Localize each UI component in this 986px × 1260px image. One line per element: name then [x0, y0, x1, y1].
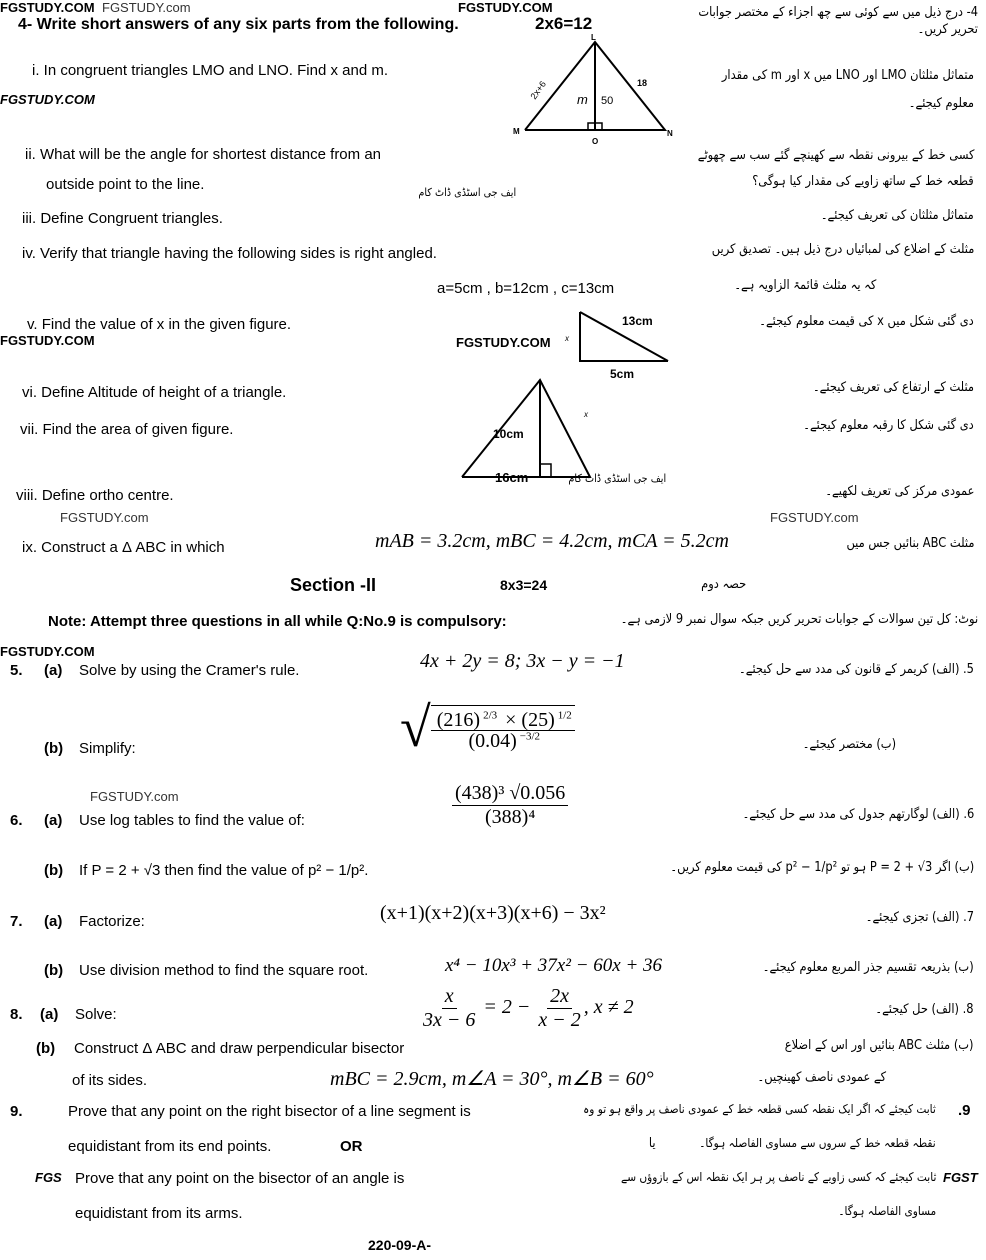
q9-text-cont: equidistant from its end points.: [68, 1138, 272, 1155]
part-v-urdu: دی گئی شکل میں x کی قیمت معلوم کیجئے۔: [759, 314, 974, 329]
denominator: x − 2: [538, 1009, 581, 1031]
section-title-urdu: حصہ دوم: [700, 577, 746, 592]
q7a-expression: (x+1)(x+2)(x+3)(x+6) − 3x²: [380, 902, 606, 924]
urdu-watermark: ایف جی اسٹڈی ڈاٹ کام: [568, 472, 666, 485]
q8a-text: Solve:: [75, 1006, 117, 1023]
part-iii: iii. Define Congruent triangles.: [22, 210, 223, 227]
watermark: FGSTUDY.COM: [456, 335, 551, 350]
q9-urdu: ثابت کیجئے کہ اگر ایک نقطہ کسی قطعہ خط کے عمودی ناصف پر واقع ہو تو وہ: [583, 1102, 936, 1116]
watermark: FGSTUDY.COM: [0, 644, 95, 659]
part-i: i. In congruent triangles LMO and LNO. Find x and m.: [32, 62, 389, 79]
q8a-equation: [420, 985, 634, 1032]
watermark: FGSTUDY.com: [102, 0, 191, 15]
q5b-text: Simplify:: [79, 740, 136, 757]
watermark: FGSTUDY.com: [770, 510, 859, 525]
watermark: FGS: [35, 1170, 62, 1185]
exp: 2/3: [483, 709, 498, 722]
part-ix-urdu: مثلث ABC بنائیں جس میں: [845, 536, 974, 551]
denominator: 3x − 6: [423, 1009, 476, 1031]
q5a-urdu: 5. (الف) کریمر کے قانون کی مدد سے حل کیجئے۔: [739, 662, 974, 677]
part-iv-urdu-cont: کہ یہ مثلث قائمۃ الزاویہ ہے۔: [734, 278, 876, 293]
q6b-text: If P = 2 + √3 then find the value of p² − 1/p².: [79, 862, 369, 879]
label-16cm: 16cm: [495, 470, 529, 485]
part-vi: vi. Define Altitude of height of a triangle.: [22, 384, 287, 401]
q6a-text: Use log tables to find the value of:: [79, 812, 305, 829]
q8b-text-cont: of its sides.: [72, 1072, 148, 1089]
q5b-label: (b): [44, 740, 64, 757]
q9-alt-urdu-cont: مساوی الفاصلہ ہوگا۔: [838, 1204, 936, 1218]
part-iii-urdu: متماثل مثلثان کی تعریف کیجئے۔: [821, 208, 974, 223]
q9-alt-urdu: ثابت کیجئے کہ کسی زاویے کے ناصف پر ہر ایک نقطہ اس کے بازوؤں سے: [620, 1170, 936, 1184]
q7b-label: (b): [44, 962, 64, 979]
equals: = 2 −: [483, 996, 531, 1019]
q5a-text: Solve by using the Cramer's rule.: [79, 662, 300, 679]
denominator: (388)⁴: [485, 806, 536, 828]
q8a-urdu: 8. (الف) حل کیجئے۔: [875, 1002, 974, 1017]
part-iv-values: a=5cm , b=12cm , c=13cm: [437, 280, 615, 297]
q5a-equation: 4x + 2y = 8; 3x − y = −1: [420, 650, 625, 672]
q7b-expression: x⁴ − 10x³ + 37x² − 60x + 36: [445, 955, 663, 976]
part-viii: viii. Define ortho centre.: [16, 487, 174, 504]
watermark: FGSTUDY.COM: [0, 0, 95, 15]
label-o: O: [592, 137, 599, 146]
q7a-label: (a): [44, 913, 63, 930]
q9-urdu-cont: نقطہ قطعہ خط کے سروں سے مساوی الفاصلہ ہوگا۔: [699, 1136, 936, 1150]
q5-number: 5.: [10, 662, 23, 679]
q5b-expression: [400, 697, 575, 759]
altitude-triangle-figure: [460, 375, 600, 485]
condition: , x ≠ 2: [583, 996, 634, 1019]
q5a-label: (a): [44, 662, 63, 679]
label-5cm: 5cm: [610, 367, 635, 381]
q7b-text: Use division method to find the square root.: [79, 962, 369, 979]
question-4-marks: 2x6=12: [535, 14, 593, 33]
q9-or: OR: [340, 1138, 363, 1155]
part-ii-urdu-cont: قطعہ خط کے ساتھ زاویے کی مقدار کیا ہوگی؟: [752, 174, 974, 189]
q8b-text: Construct Δ ABC and draw perpendicular bisector: [74, 1040, 405, 1057]
q6b-urdu: (ب) اگر P = 2 + √3 ہو تو p² − 1/p² کی قیمت معلوم کریں۔: [670, 860, 974, 875]
q9-text: Prove that any point on the right bisector of a line segment is: [68, 1103, 471, 1120]
section-note-urdu: نوٹ: کل تین سوالات کے جوابات تحریر کریں جبکہ سوال نمبر 9 لازمی ہے۔: [620, 612, 978, 627]
q8b-expression: mBC = 2.9cm, m∠A = 30°, m∠B = 60°: [330, 1068, 654, 1090]
q9-alt-text: Prove that any point on the bisector of an angle is: [75, 1170, 405, 1187]
q6a-expression: [452, 782, 568, 829]
q8a-label: (a): [40, 1006, 59, 1023]
watermark: FGSTUDY.COM: [0, 333, 95, 348]
label-13cm: 13cm: [622, 314, 653, 328]
part-iv-urdu: مثلث کے اضلاع کی لمبائیاں درج ذیل ہیں۔ تصدیق کریں: [711, 242, 974, 257]
section-title: Section -II: [290, 575, 377, 595]
exp: −3/2: [519, 730, 541, 743]
part-vi-urdu: مثلث کے ارتفاع کی تعریف کیجئے۔: [812, 380, 974, 395]
question-4-heading: 4- Write short answers of any six parts from the following.: [18, 16, 459, 33]
q6b-label: (b): [44, 862, 64, 879]
label-angle-left: m: [577, 92, 588, 107]
q7b-urdu: (ب) بذریعہ تقسیم جذر المربع معلوم کیجئے۔: [763, 960, 974, 975]
triangle-lmn-figure: [505, 30, 685, 150]
label-m: M: [513, 127, 520, 136]
part-viii-urdu: عمودی مرکز کی تعریف لکھیے۔: [824, 484, 974, 499]
q9-number-urdu: .9: [958, 1102, 971, 1119]
radical-sign-icon: √: [400, 697, 431, 759]
label-side-left: 2x+6: [528, 79, 548, 102]
base-25: × (25): [500, 709, 555, 731]
q6a-urdu: 6. (الف) لوگارتھم جدول کی مدد سے حل کیجئے۔: [742, 807, 974, 822]
urdu-watermark: ایف جی اسٹڈی ڈاٹ کام: [418, 186, 516, 199]
q6a-label: (a): [44, 812, 63, 829]
q8b-label: (b): [36, 1040, 56, 1057]
q7-number: 7.: [10, 913, 23, 930]
paper-code: 220-09-A-: [368, 1237, 432, 1253]
numerator: (438)³ √0.056: [452, 782, 568, 806]
question-4-heading-urdu: 4- درج ذیل میں سے کوئی سے چھ اجزاء کے مختصر جوابات تحریر کریں۔: [698, 5, 978, 37]
q8b-urdu: (ب) مثلث ABC بنائیں اور اس کے اضلاع: [785, 1038, 974, 1053]
label-side-right: 18: [637, 78, 648, 88]
part-iv: iv. Verify that triangle having the following sides is right angled.: [22, 245, 437, 262]
part-i-urdu: متماثل مثلثان LMO اور LNO میں x اور m کی مقدار معلوم کیجئے۔: [721, 68, 974, 111]
base-216: (216): [436, 709, 481, 731]
watermark: FGST: [943, 1170, 978, 1185]
section-marks: 8x3=24: [500, 577, 548, 593]
label-10cm: 10cm: [493, 427, 524, 441]
part-ix: ix. Construct a Δ ABC in which: [22, 539, 225, 556]
q6-number: 6.: [10, 812, 23, 829]
q8-number: 8.: [10, 1006, 23, 1023]
part-v: v. Find the value of x in the given figure.: [27, 316, 292, 333]
part-ii: ii. What will be the angle for shortest distance from an: [25, 146, 382, 163]
q8b-urdu-cont: کے عمودی ناصف کھینچیں۔: [757, 1070, 886, 1085]
exp: 1/2: [557, 709, 572, 722]
label-angle-right: 50: [601, 95, 614, 107]
numerator: x: [442, 985, 457, 1009]
q7a-text: Factorize:: [79, 913, 145, 930]
label-x: x: [584, 410, 588, 419]
part-ii-urdu: کسی خط کے بیرونی نقطہ سے کھینچے گئے سب سے چھوٹے: [697, 148, 974, 163]
watermark: FGSTUDY.COM: [0, 92, 95, 107]
part-vii-urdu: دی گئی شکل کا رقبہ معلوم کیجئے۔: [803, 418, 974, 433]
q7a-urdu: 7. (الف) تجزی کیجئے۔: [865, 910, 974, 925]
base-004: (0.04): [468, 730, 517, 752]
label-x: x: [565, 334, 569, 343]
part-ii-cont: outside point to the line.: [46, 176, 205, 193]
watermark: FGSTUDY.COM: [458, 0, 553, 15]
label-l: L: [591, 33, 596, 42]
watermark: FGSTUDY.com: [60, 510, 149, 525]
numerator: 2x: [547, 985, 572, 1009]
q9-alt-text-cont: equidistant from its arms.: [75, 1205, 243, 1222]
part-vii: vii. Find the area of given figure.: [20, 421, 234, 438]
right-triangle-figure: [560, 305, 670, 385]
section-note: Note: Attempt three questions in all while Q:No.9 is compulsory:: [48, 613, 507, 630]
q9-number: 9.: [10, 1103, 23, 1120]
q9-urdu-or: یا: [649, 1136, 656, 1151]
watermark: FGSTUDY.com: [90, 789, 179, 804]
part-ix-formula: mAB = 3.2cm, mBC = 4.2cm, mCA = 5.2cm: [375, 530, 729, 552]
q5b-urdu: (ب) مختصر کیجئے۔: [802, 737, 896, 752]
label-n: N: [667, 129, 673, 138]
